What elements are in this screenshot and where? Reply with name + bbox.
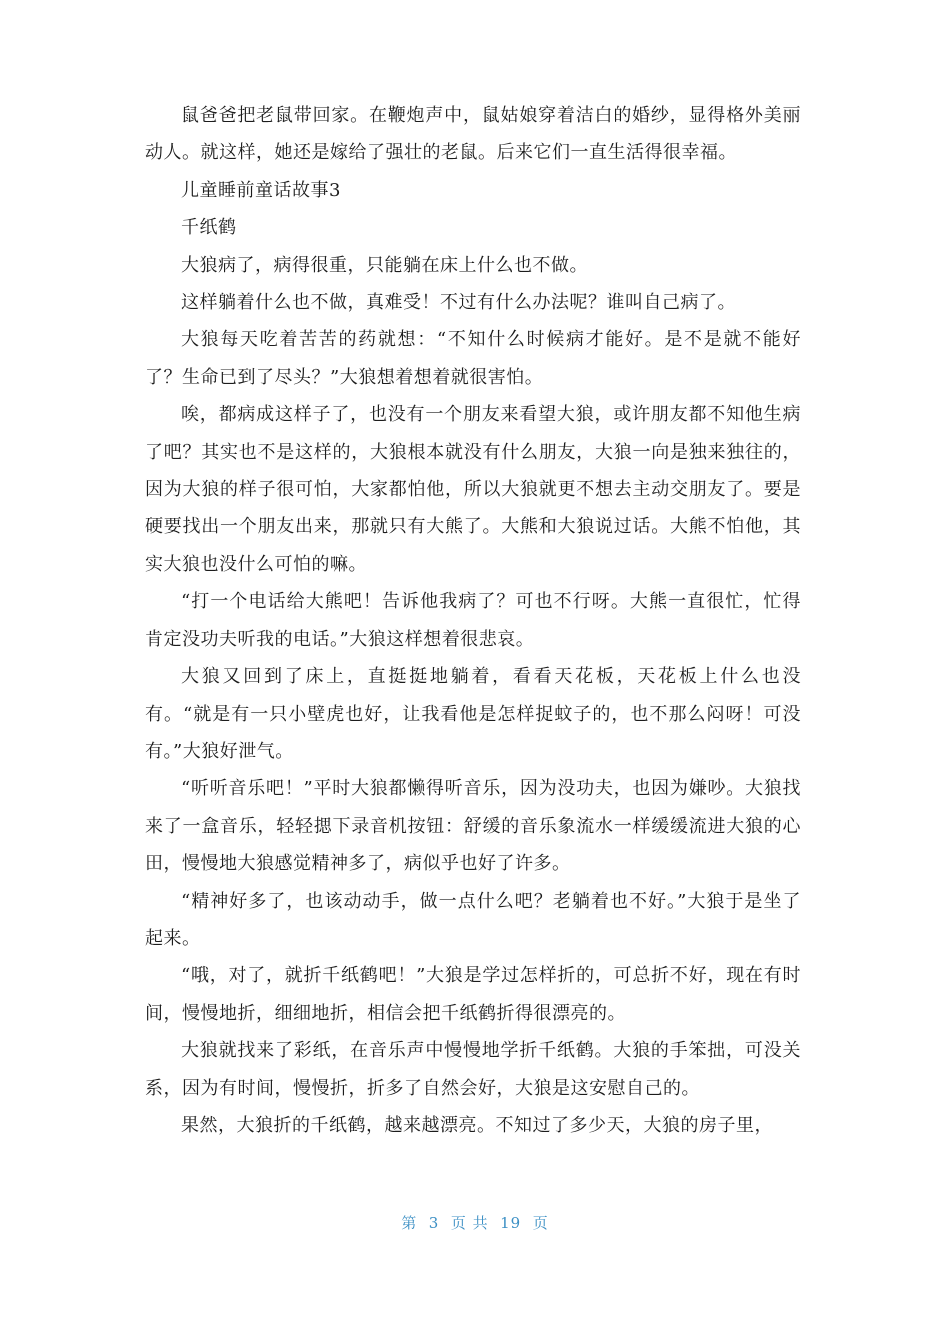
paragraph: 果然，大狼折的千纸鹤，越来越漂亮。不知过了多少天，大狼的房子里， [181, 1114, 773, 1136]
paragraph: “精神好多了，也该动动手，做一点什么吧？老躺着也不好。”大狼于是坐了起来。 [145, 890, 801, 949]
paragraph: 鼠爸爸把老鼠带回家。在鞭炮声中，鼠姑娘穿着洁白的婚纱，显得格外美丽动人。就这样，她还是嫁给了强壮的老鼠。后来它们一直生活得很幸福。 [145, 105, 801, 164]
paragraph: 大狼又回到了床上，直挺挺地躺着，看看天花板，天花板上什么也没有。“就是有一只小壁虎也好，让我看他是怎样捉蚊子的，也不那么闷呀！可没有。”大狼好泄气。 [145, 666, 801, 762]
paragraph: 唉，都病成这样子了，也没有一个朋友来看望大狼，或许朋友都不知他生病了吧？其实也不是这样的，大狼根本就没有什么朋友，大狼一向是独来独往的，因为大狼的样子很可怕，大家都怕他，所以大狼就更不想去主动交朋友了。要是硬要找出一个朋友出来，那就只有大熊了。大熊和大狼说过话。大熊不怕他，其实大狼也没什么可怕的嘛。 [145, 404, 801, 575]
page-number-footer: 第 3 页 共 19 页 [401, 1214, 549, 1232]
paragraph: “哦，对了，就折千纸鹤吧！”大狼是学过怎样折的，可总折不好，现在有时间，慢慢地折，细细地折，相信会把千纸鹤折得很漂亮的。 [145, 965, 801, 1024]
paragraph: 大狼就找来了彩纸，在音乐声中慢慢地学折千纸鹤。大狼的手笨拙，可没关系，因为有时间，慢慢折，折多了自然会好，大狼是这安慰自己的。 [145, 1040, 801, 1099]
paragraph: 这样躺着什么也不做，真难受！不过有什么办法呢？谁叫自己病了。 [181, 292, 736, 314]
section-title: 儿童睡前童话故事3 [181, 179, 341, 201]
story-title: 千纸鹤 [181, 217, 237, 239]
paragraph: 大狼病了，病得很重，只能躺在床上什么也不做。 [181, 254, 588, 276]
document-body [145, 97, 801, 1144]
paragraph: “打一个电话给大熊吧！告诉他我病了？可也不行呀。大熊一直很忙，忙得肯定没功夫听我的电话。”大狼这样想着很悲哀。 [145, 591, 801, 650]
paragraph: 大狼每天吃着苦苦的药就想：“不知什么时候病才能好。是不是就不能好了？生命已到了尽头？”大狼想着想着就很害怕。 [145, 329, 801, 388]
paragraph: “听听音乐吧！”平时大狼都懒得听音乐，因为没功夫，也因为嫌吵。大狼找来了一盒音乐，轻轻揌下录音机按钮：舒缓的音乐象流水一样缓缓流进大狼的心田，慢慢地大狼感觉精神多了，病似乎也好了许多。 [145, 778, 801, 875]
